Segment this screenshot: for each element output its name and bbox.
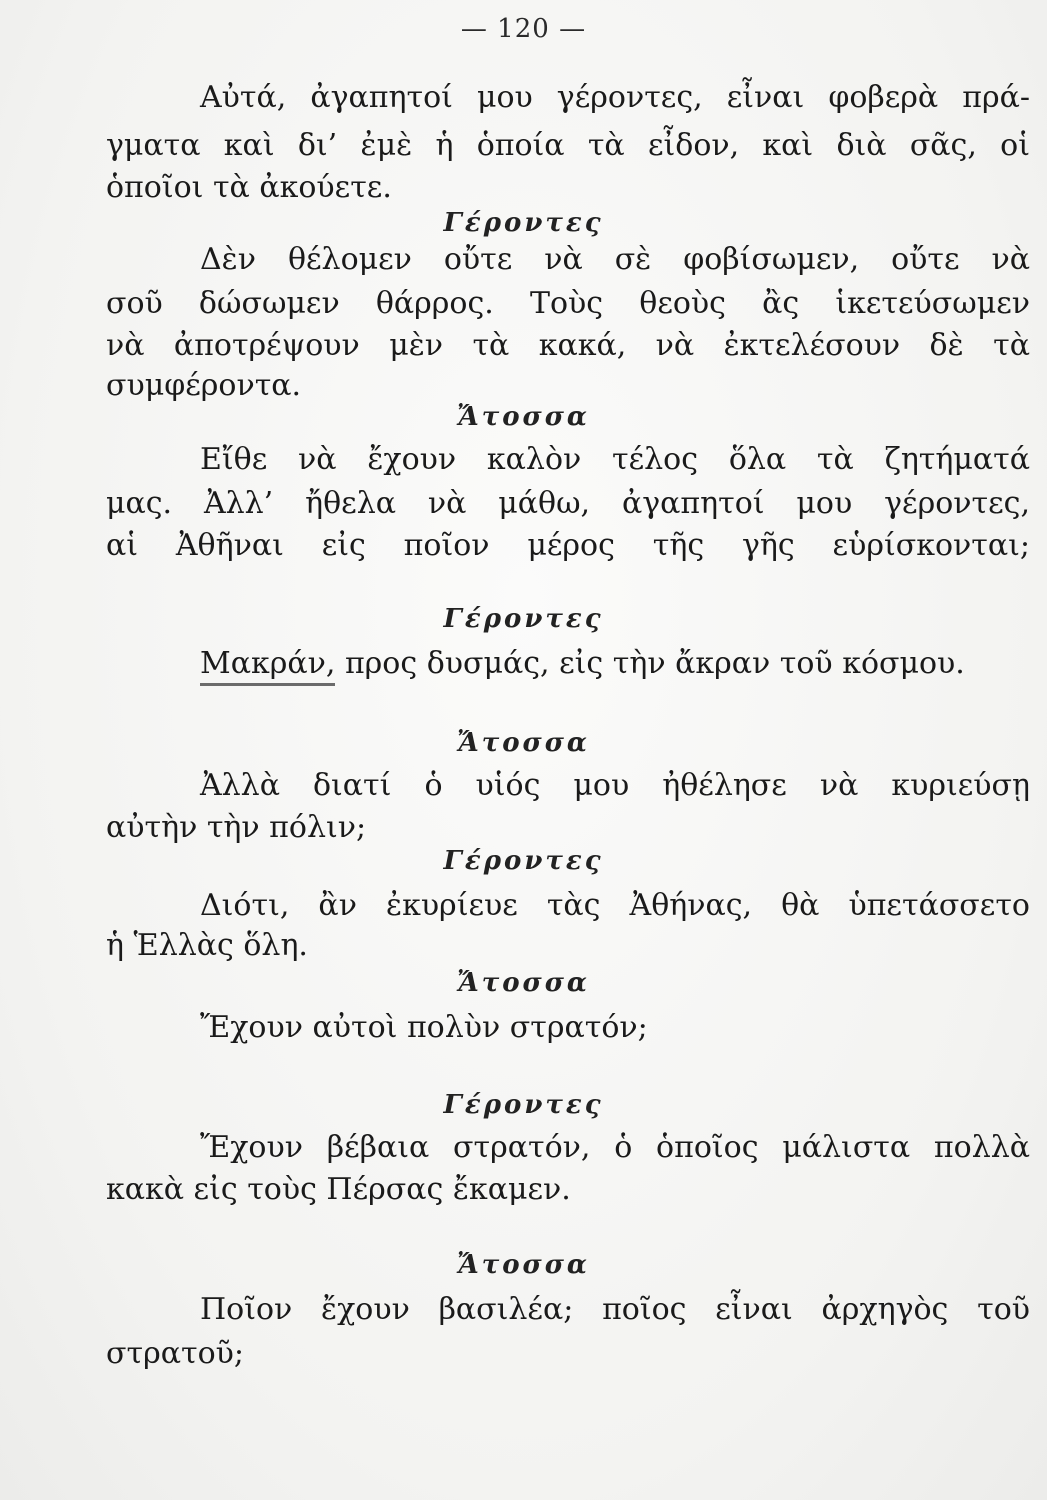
speaker-heading: Ἄτοσσα	[457, 728, 590, 758]
page-number: — 120 —	[460, 14, 587, 44]
text-line: Αὐτά, ἀγαπητοί μου γέροντες, εἶναι φοβερὰ πρά-	[200, 80, 1030, 115]
text-line: αὐτὴν τὴν πόλιν;	[106, 810, 367, 845]
text-line: ὁποῖοι τὰ ἀκούετε.	[106, 170, 392, 205]
text-line: ἡ Ἑλλὰς ὅλη.	[106, 928, 308, 963]
text-line: νὰ ἀποτρέψουν μὲν τὰ κακά, νὰ ἐκτελέσουν δὲ τὰ	[106, 328, 1030, 363]
text-line: Ποῖον ἔχουν βασιλέα; ποῖος εἶναι ἀρχηγὸς τοῦ	[200, 1292, 1030, 1327]
text-line-rest: προς δυσμάς, εἰς τὴν ἄκραν τοῦ κόσμου.	[344, 646, 965, 681]
text-line: κακὰ εἰς τοὺς Πέρσας ἔκαμεν.	[106, 1172, 571, 1207]
text-line: Δὲν θέλομεν οὔτε νὰ σὲ φοβίσωμεν, οὔτε νὰ	[200, 242, 1030, 277]
speaker-heading: Ἄτοσσα	[457, 1250, 590, 1280]
text-line: γματα καὶ δι’ ἐμὲ ἡ ὁποία τὰ εἶδον, καὶ διὰ σᾶς, οἱ	[106, 128, 1030, 163]
text-line: αἱ Ἀθῆναι εἰς ποῖον μέρος τῆς γῆς εὑρίσκονται;	[106, 528, 1030, 563]
text-line: Εἴθε νὰ ἔχουν καλὸν τέλος ὅλα τὰ ζητήματά	[200, 442, 1030, 477]
text-line: Διότι, ἂν ἐκυρίευε τὰς Ἀθήνας, θὰ ὑπετάσσετο	[200, 888, 1030, 923]
text-line: στρατοῦ;	[106, 1336, 244, 1371]
text-line: συμφέροντα.	[106, 368, 302, 403]
text-line: μας. Ἀλλ’ ἤθελα νὰ μάθω, ἀγαπητοί μου γέροντες,	[106, 486, 1030, 521]
speaker-heading: Γέροντες	[443, 846, 604, 876]
speaker-heading: Γέροντες	[443, 208, 604, 238]
speaker-heading: Γέροντες	[443, 604, 604, 634]
underlined-word: Μακράν,	[200, 646, 335, 686]
speaker-heading: Ἄτοσσα	[457, 402, 590, 432]
speaker-heading: Γέροντες	[443, 1090, 604, 1120]
text-line	[200, 644, 1030, 684]
text-line: Ἔχουν βέβαια στρατόν, ὁ ὁποῖος μάλιστα πολλὰ	[200, 1130, 1030, 1165]
text-line: Ἀλλὰ διατί ὁ υἱός μου ἠθέλησε νὰ κυριεύσῃ	[200, 768, 1030, 803]
text-line: Ἔχουν αὐτοὶ πολὺν στρατόν;	[200, 1010, 648, 1045]
speaker-heading: Ἄτοσσα	[457, 968, 590, 998]
text-line: σοῦ δώσωμεν θάρρος. Τοὺς θεοὺς ἂς ἱκετεύσωμεν	[106, 286, 1030, 321]
